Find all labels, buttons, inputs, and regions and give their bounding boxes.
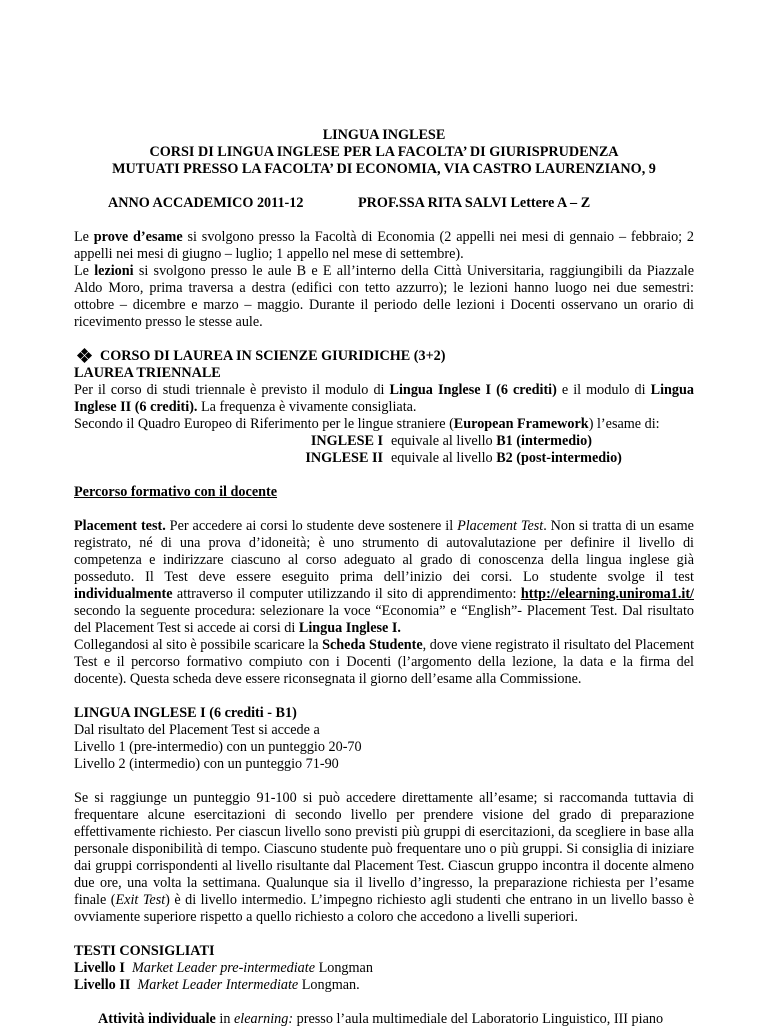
academic-year: ANNO ACCADEMICO 2011-12 <box>108 195 304 211</box>
diamond-bullet-icon <box>78 349 92 363</box>
level-name-1: INGLESE I <box>310 433 383 449</box>
title-line-2: CORSI DI LINGUA INGLESE PER LA FACOLTA’ DI GIURISPRUDENZA <box>149 144 619 160</box>
li1-paragraph: Se si raggiunge un punteggio 91-100 si può accedere direttamente all’esame; si raccomanda tuttavia di frequentare alcune esercitazioni di secondo livello per prendere visione del grado di preparazione effettivamente richiesto. Per ciascun livello sono previsti più gruppi di esercitazioni, da scegliere in base alla personale disponibilità di tempo. Ciascuno studente può frequentare uno o più gruppi. Si consiglia di iniziare dai gruppi corrispondenti al livello risultante dal Placement Test. Ciascun gruppo incontra il docente almeno due ore, una volta la settimana. Qualunque sia il livello d’ingresso, la preparazione richiesta per l’esame finale (Exit Test) è di livello intermedio. L’impegno richiesto agli studenti che entrano in un livello basso è ovviamente superiore rispetto a quello richiesto a coloro che accedono a livelli superiori. <box>74 790 694 925</box>
placement-paragraph: Placement test. Per accedere ai corsi lo studente deve sostenere il Placement Test. Non si tratta di un esame registrato, né di una prova d’idoneità; è uno strumento di autovalutazione per definire il livello di competenza e indirizzare ciascuno al corso adeguato al grado di conoscenza della lingua inglese già posseduto. Il Test deve essere eseguito prima dell’inizio dei corsi. Lo studente svolge il test individualmente attraverso il computer utilizzando il sito di apprendimento: http://elearning.uniroma1.it/ secondo la seguente procedura: selezionare la voce “Economia” e “English”- Placement Test. Dal risultato del Placement Test si accede ai corsi di Lingua Inglese I. <box>74 518 694 636</box>
title-line-1: LINGUA INGLESE <box>322 127 446 143</box>
title-line-3: MUTUATI PRESSO LA FACOLTA’ DI ECONOMIA, VIA CASTRO LAURENZIANO, 9 <box>112 161 656 177</box>
attivita-paragraph: Attività individuale in elearning: presso l’aula multimediale del Laboratorio Linguistico, III piano <box>98 1011 664 1027</box>
li1-line-2: Livello 1 (pre-intermedio) con un punteggio 20-70 <box>74 739 362 755</box>
li1-heading: LINGUA INGLESE I (6 crediti - B1) <box>74 705 297 721</box>
course-paragraph-2: Secondo il Quadro Europeo di Riferimento per le lingue straniere (European Framework) l’esame di: <box>74 416 660 432</box>
levels-table: INGLESE I equivale al livello B1 (intermedio) INGLESE II equivale al livello B2 (post-intermedio) <box>74 433 694 467</box>
testi-row-2: Livello II Market Leader Intermediate Longman. <box>74 977 360 993</box>
elearning-link[interactable]: http://elearning.uniroma1.it/ <box>520 586 694 602</box>
percorso-heading: Percorso formativo con il docente <box>74 484 278 500</box>
level-name-2: INGLESE II <box>305 450 383 466</box>
testi-row-1: Livello I Market Leader pre-intermediate Longman <box>74 960 373 976</box>
course-subtitle: LAUREA TRIENNALE <box>74 365 221 381</box>
academic-year-line <box>74 195 694 212</box>
lessons-paragraph: Le lezioni si svolgono presso le aule B e E all’interno della Città Universitaria, raggiungibili da Piazzale Aldo Moro, prima traversa a destra (edifici con tetto azzurro); le lezioni hanno luogo nei due semestri: ottobre – dicembre e marzo – maggio. Durante il periodo delle lezioni i Docenti osservano un orario di ricevimento presso le stesse aule. <box>74 263 694 330</box>
professor: PROF.SSA RITA SALVI Lettere A – Z <box>358 195 591 211</box>
testi-heading: TESTI CONSIGLIATI <box>74 943 215 959</box>
li1-line-3: Livello 2 (intermedio) con un punteggio 71-90 <box>74 756 339 772</box>
course-heading: CORSO DI LAUREA IN SCIENZE GIURIDICHE (3+2) <box>74 348 694 365</box>
exam-paragraph: Le prove d’esame si svolgono presso la Facoltà di Economia (2 appelli nei mesi di gennaio – febbraio; 2 appelli nei mesi di giugno – luglio; 1 appello nel mese di settembre). <box>74 229 695 262</box>
document-page <box>74 127 694 1028</box>
scheda-paragraph: Collegandosi al sito è possibile scaricare la Scheda Studente, dove viene registrato il risultato del Placement Test e il percorso formativo compiuto con i Docenti (l’argomento della lezione, la data e la firma del docente). Questa scheda deve essere riconsegnata il giorno dell’esame alla Commissione. <box>74 637 695 687</box>
course-paragraph-1: Per il corso di studi triennale è previsto il modulo di Lingua Inglese I (6 crediti) e il modulo di Lingua Inglese II (6 crediti). La frequenza è vivamente consigliata. <box>74 382 694 415</box>
li1-line-1: Dal risultato del Placement Test si accede a <box>74 722 320 738</box>
